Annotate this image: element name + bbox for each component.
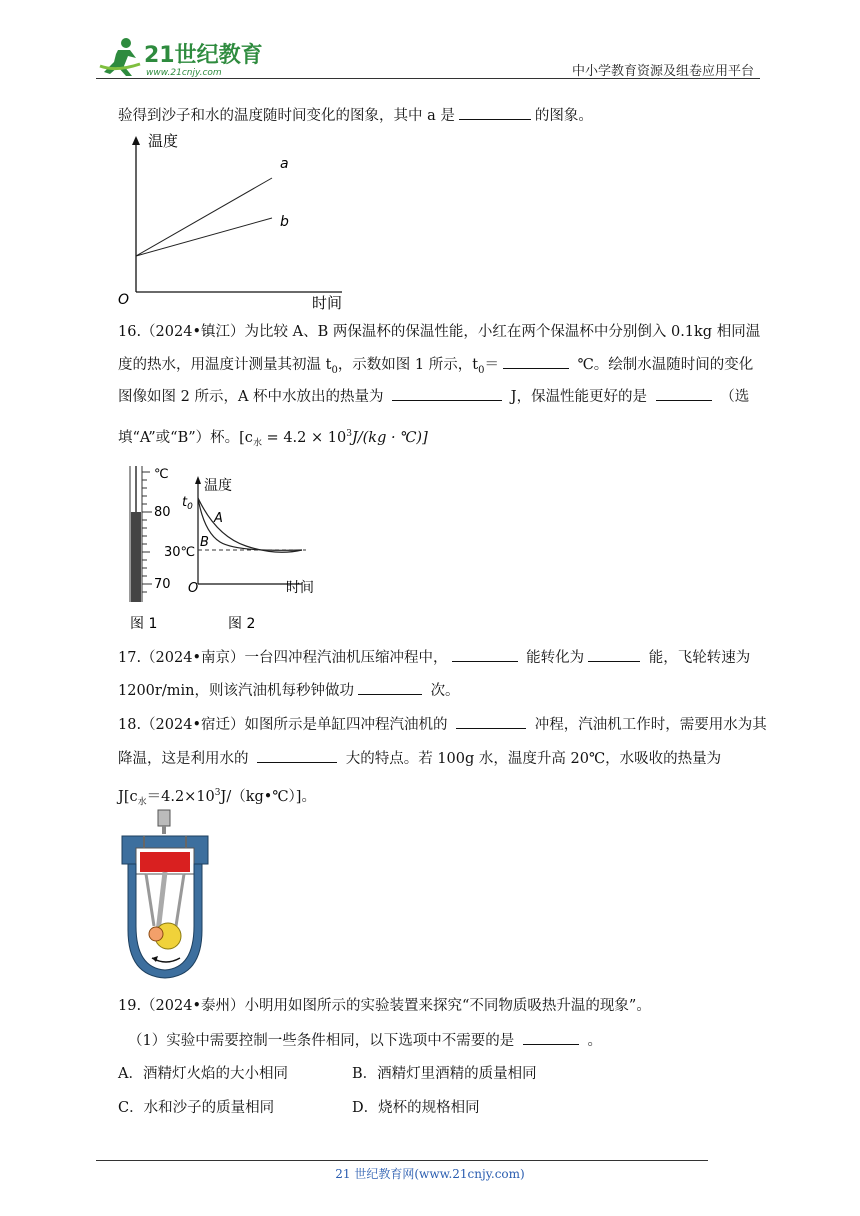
graph2-t0-label: $t_0$ (182, 495, 193, 512)
q15-answer-blank (459, 105, 531, 120)
q16-line3: 图像如图 2 所示，A 杯中水放出的热量为 J，保温性能更好的是 （选 (118, 386, 749, 407)
graph1-line-b-label: b (280, 214, 289, 230)
q17-line1: 17.（2024•南京）一台四冲程汽油机压缩冲程中， 能转化为 能，飞轮转速为 (118, 647, 750, 668)
q19-line1: 19.（2024•泰州）小明用如图所示的实验装置来探究“不同物质吸热升温的现象”。 (118, 998, 651, 1014)
graph2-xlabel: 时间 (286, 580, 314, 596)
q16-line4: 填“A”或“B”）杯。[$c_水 = 4.2 \times 10^3J/(kg$ · ℃)] (118, 429, 428, 449)
spark-plug-icon (158, 810, 170, 826)
graph1-origin: O (118, 292, 130, 308)
q19-sub1-blank (523, 1030, 579, 1045)
thermometer-icon (130, 466, 171, 602)
q18-line2: 降温，这是利用水的 大的特点。若 100g 水，温度升高 20℃，水吸收的热量为 (118, 748, 721, 769)
footer-divider (96, 1160, 708, 1161)
q17-energy-from-blank (452, 647, 518, 662)
q18-line3: $J[c_水=4.2\times 10^3J/(kg•℃)]$。 (118, 788, 316, 808)
q17-work-count-blank (358, 680, 422, 695)
q18-property-blank (257, 748, 337, 763)
q17-line2: 1200r/min，则该汽油机每秒钟做功 次。 (118, 680, 460, 701)
q16-heat-blank (392, 386, 502, 401)
cooling-curve-graph (164, 476, 314, 596)
q16-line1: 16.（2024•镇江）为比较 A、B 两保温杯的保温性能，小红在两个保温杯中分别倒入 0.1kg 相同温 (118, 324, 761, 340)
footer-site-text[interactable]: 21 世纪教育网(www.21cnjy.com) (335, 1167, 525, 1181)
graph1-line-a-label: a (280, 156, 289, 172)
runner-logo-icon (100, 38, 140, 76)
graph2-ylabel: 温度 (204, 478, 232, 494)
q19-option-a: A．酒精灯火焰的大小相同 (118, 1066, 288, 1082)
graph1-xlabel: 时间 (312, 294, 343, 310)
gasoline-engine-diagram (114, 808, 216, 980)
level-30-label: 30℃ (164, 545, 196, 560)
q19-option-c: C．水和沙子的质量相同 (118, 1100, 275, 1116)
q16-line2: 度的热水，用温度计测量其初温 $t_0$，示数如图 1 所示，$t_0=$ ℃。绘制水温随时间的变化 (118, 354, 753, 381)
q19-option-d: D．烧杯的规格相同 (352, 1100, 480, 1116)
logo-main-text: 21世纪教育 (144, 43, 263, 68)
thermo-tick-80: 80 (154, 505, 171, 520)
header-divider (96, 78, 760, 79)
curve-a-label: A (214, 511, 223, 526)
q18-stroke-blank (456, 714, 526, 729)
site-logo (96, 36, 266, 80)
q15-tail-line: 验得到沙子和水的温度随时间变化的图象，其中 a 是 的图象。 (118, 105, 593, 126)
graph1-ylabel: 温度 (148, 132, 179, 150)
q16-cup-blank (656, 386, 712, 401)
thermo-tick-70: 70 (154, 577, 171, 592)
piston-icon (140, 852, 190, 872)
temperature-time-graph (114, 132, 354, 310)
q18-line1: 18.（2024•宿迁）如图所示是单缸四冲程汽油机的 冲程，汽油机工作时，需要用水为其 (118, 714, 767, 735)
thermometer-and-cooling-graph (116, 462, 326, 634)
thermo-unit: ℃ (154, 467, 169, 482)
fig2-caption: 图 2 (228, 616, 256, 632)
curve-b-label: B (200, 535, 209, 550)
q17-energy-to-blank (588, 647, 640, 662)
q19-option-b: B．酒精灯里酒精的质量相同 (352, 1066, 537, 1082)
graph2-origin: O (188, 581, 199, 596)
q16-t0-blank (503, 354, 569, 369)
q19-sub1: （1）实验中需要控制一些条件相同，以下选项中不需要的是 。 (128, 1030, 602, 1051)
fig1-caption: 图 1 (130, 616, 158, 632)
header-platform-text: 中小学教育资源及组卷应用平台 (571, 64, 754, 79)
logo-url-text: www.21cnjy.com (146, 68, 222, 78)
